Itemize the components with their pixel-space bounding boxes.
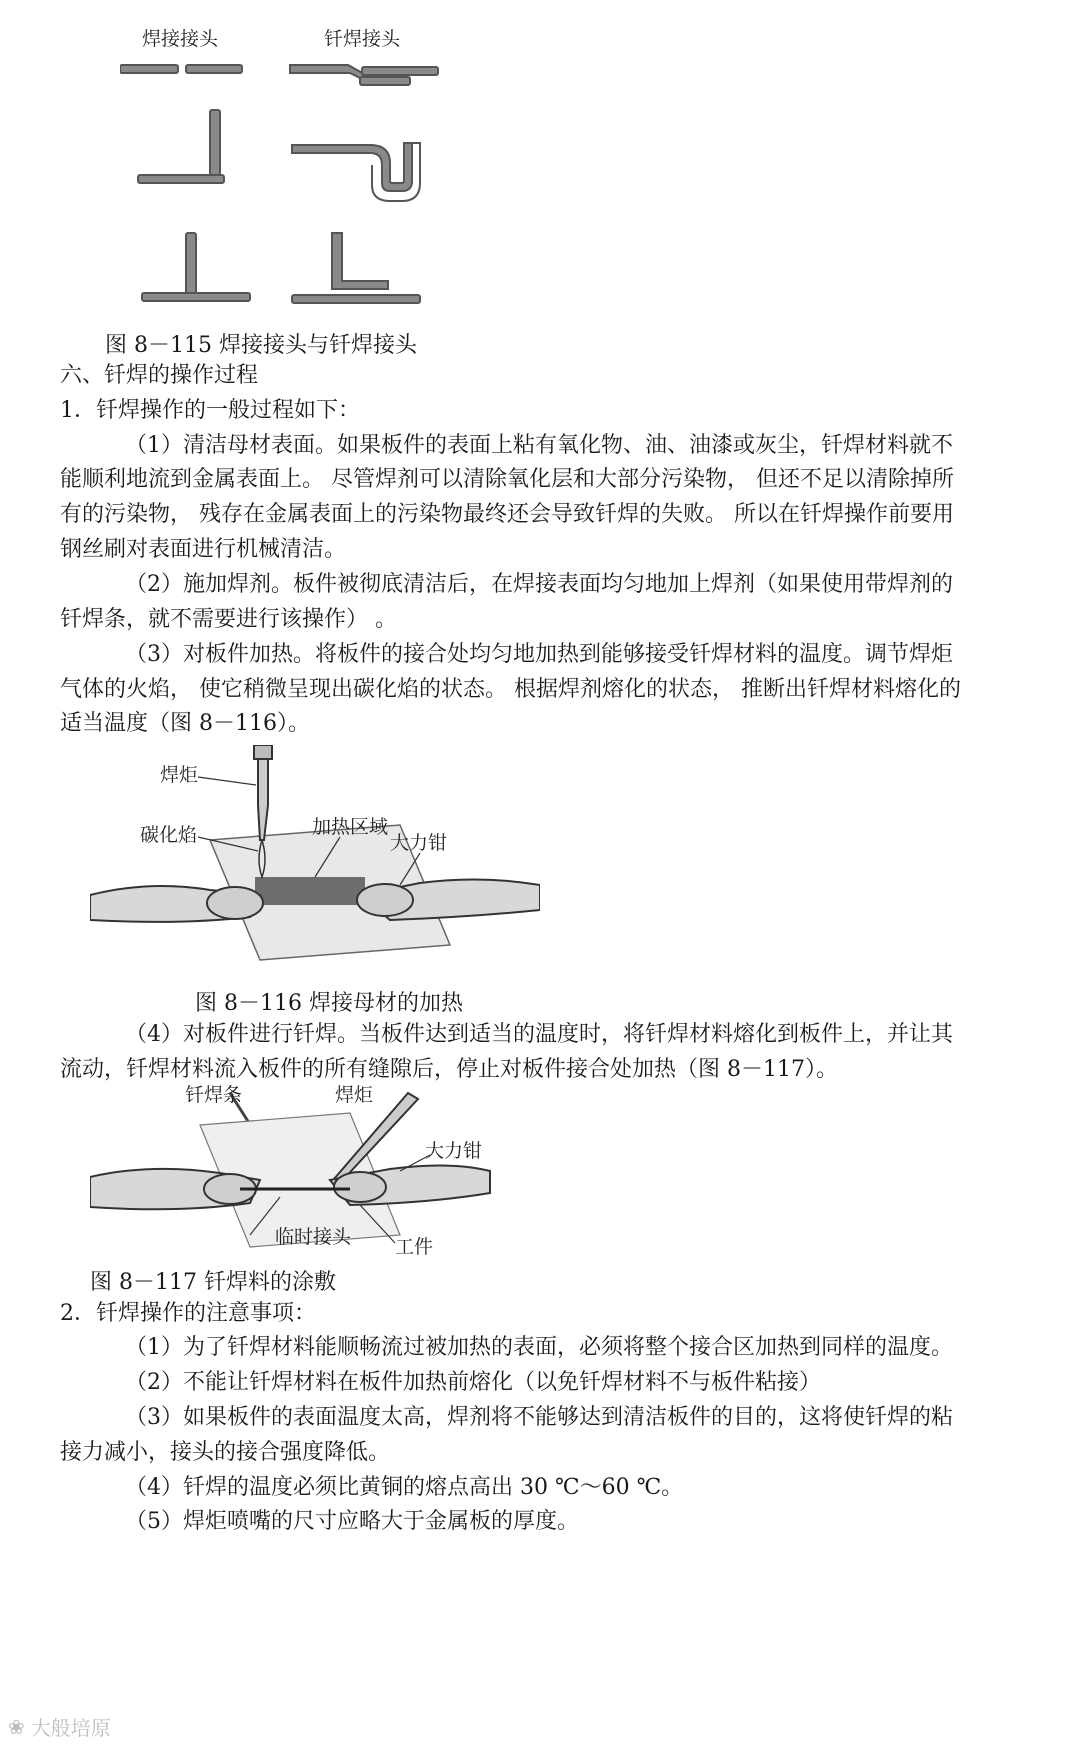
l-plate-horizontal xyxy=(142,293,250,301)
paragraph-braze-line1: （4）对板件进行钎焊。当板件达到适当的温度时，将钎焊材料熔化到板件上，并让其 xyxy=(125,1022,953,1047)
paragraph-clean-line3: 有的污染物， 残存在金属表面上的污染物最终还会导致钎焊的失败。 所以在钎焊操作前要用 xyxy=(60,502,954,527)
paragraph-braze-line2: 流动，钎焊材料流入板件的所有缝隙后，停止对板件接合处加热（图 8－117）。 xyxy=(60,1057,838,1082)
figure-joint-comparison xyxy=(120,15,460,315)
figure117-label-pliers: 大力钳 xyxy=(425,1140,483,1162)
figure116-label-zone: 加热区域 xyxy=(312,816,389,838)
note-3-line1: （3）如果板件的表面温度太高，焊剂将不能够达到清洁板件的目的，这将使钎焊的粘 xyxy=(125,1405,953,1430)
note-4: （4）钎焊的温度必须比黄铜的熔点高出 30 ℃～60 ℃。 xyxy=(125,1475,684,1500)
figure116-caption: 图 8－116 焊接母材的加热 xyxy=(195,991,463,1016)
figure117-label-tack: 临时接头 xyxy=(275,1226,352,1248)
butt-plate-right xyxy=(186,65,242,73)
heading-general-process: 1．钎焊操作的一般过程如下： xyxy=(60,398,360,423)
l-brazed-vertical xyxy=(332,233,388,289)
figure116-label-torch: 焊炬 xyxy=(160,764,199,786)
watermark-logo-icon: ❀ xyxy=(8,1714,25,1739)
figure115-label-right: 钎焊接头 xyxy=(324,28,401,50)
pliers-right-jaw xyxy=(357,884,413,916)
figure115-caption: 图 8－115 焊接接头与钎焊接头 xyxy=(105,333,417,358)
l-brazed-horizontal xyxy=(292,295,420,303)
note-5: （5）焊炬喷嘴的尺寸应略大于金属板的厚度。 xyxy=(125,1509,579,1534)
l-plate-vertical xyxy=(186,233,196,301)
heating-zone xyxy=(255,877,365,905)
watermark-text: 大般培原 xyxy=(30,1716,111,1740)
tee-plate-horizontal xyxy=(138,175,224,183)
note-3-line2: 接力减小，接头的接合强度降低。 xyxy=(60,1440,391,1465)
heading-precautions: 2．钎焊操作的注意事项： xyxy=(60,1301,316,1326)
butt-plate-left xyxy=(120,65,178,73)
figure-heating-base-metal xyxy=(90,745,540,980)
figure117-label-torch: 焊炬 xyxy=(335,1085,374,1106)
paragraph-clean-line2: 能顺利地流到金属表面上。 尽管焊剂可以清除氧化层和大部分污染物， 但还不足以清除掉所 xyxy=(60,467,954,492)
figure117-label-rod: 钎焊条 xyxy=(185,1085,243,1106)
pliers-right-jaw xyxy=(334,1172,386,1202)
figure-applying-filler xyxy=(90,1085,510,1260)
paragraph-flux-line2: 钎焊条，就不需要进行该操作） 。 xyxy=(60,607,397,632)
paragraph-heat-line2: 气体的火焰， 使它稍微呈现出碳化焰的状态。 根据焊剂熔化的状态， 推断出钎焊材料熔化的 xyxy=(60,677,961,702)
pliers-left-jaw xyxy=(207,887,263,919)
note-1: （1）为了钎焊材料能顺畅流过被加热的表面，必须将整个接合区加热到同样的温度。 xyxy=(125,1335,953,1360)
lap-plate-lower xyxy=(362,67,438,75)
paragraph-heat-line1: （3）对板件加热。将板件的接合处均匀地加热到能够接受钎焊材料的温度。调节焊炬 xyxy=(125,642,953,667)
lap-plate-upper xyxy=(290,65,366,81)
hem-plate xyxy=(292,143,412,191)
figure117-caption: 图 8－117 钎焊料的涂敷 xyxy=(90,1270,336,1295)
paragraph-clean-line4: 钢丝刷对表面进行机械清洁。 xyxy=(60,537,347,562)
torch-nut xyxy=(254,745,272,759)
figure116-label-pliers: 大力钳 xyxy=(390,832,448,854)
figure115-label-left: 焊接接头 xyxy=(142,28,219,50)
paragraph-flux-line1: （2）施加焊剂。板件被彻底清洁后，在焊接表面均匀地加上焊剂（如果使用带焊剂的 xyxy=(125,572,953,597)
paragraph-clean-line1: （1）清洁母材表面。如果板件的表面上粘有氧化物、油、油漆或灰尘，钎焊材料就不 xyxy=(125,433,953,458)
paragraph-heat-line3: 适当温度（图 8－116）。 xyxy=(60,711,310,736)
section-title: 六、钎焊的操作过程 xyxy=(60,363,259,388)
watermark xyxy=(8,1712,111,1741)
tee-plate-vertical xyxy=(210,110,220,175)
figure116-label-flame: 碳化焰 xyxy=(140,824,198,846)
lap-plate-lower-2 xyxy=(360,77,410,85)
figure117-label-work: 工件 xyxy=(395,1236,434,1258)
note-2: （2）不能让钎焊材料在板件加热前熔化（以免钎焊材料不与板件粘接） xyxy=(125,1370,821,1395)
